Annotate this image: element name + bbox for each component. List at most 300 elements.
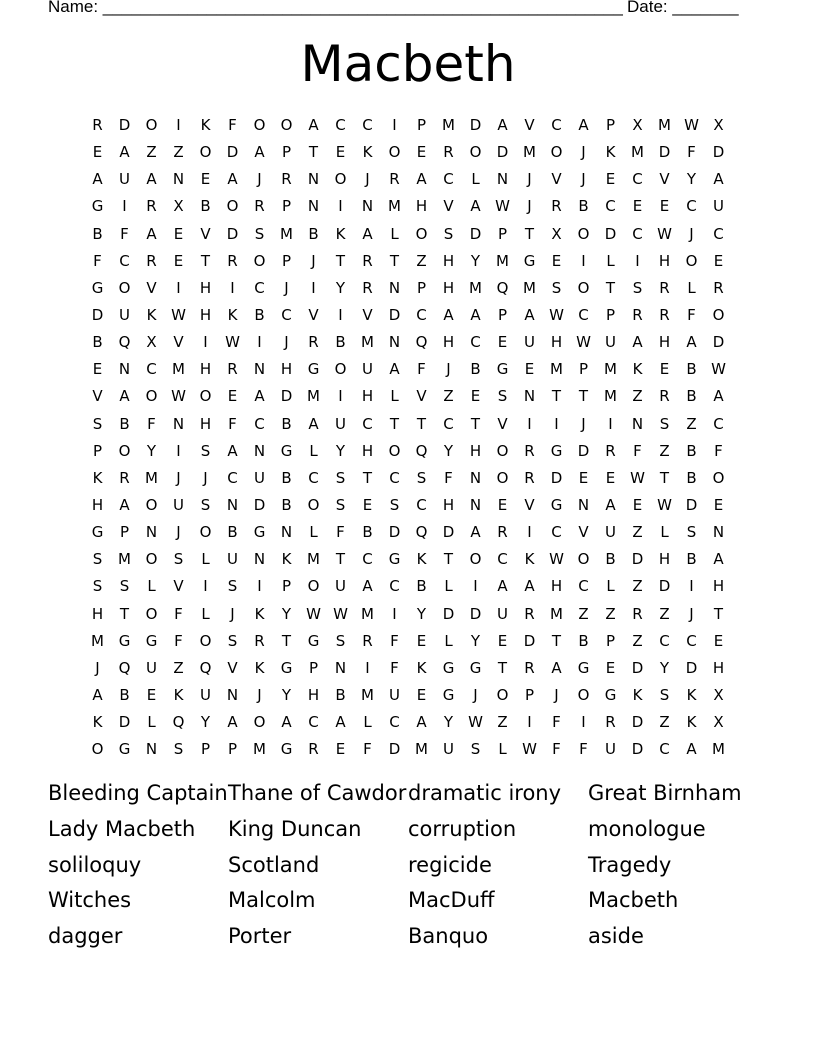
grid-letter: H <box>712 658 725 677</box>
grid-letter: Y <box>659 658 670 677</box>
grid-letter: K <box>362 143 373 162</box>
grid-letter: M <box>550 604 563 623</box>
grid-letter: Y <box>686 170 697 189</box>
grid-letter: F <box>390 658 399 677</box>
grid-letter: I <box>203 577 208 596</box>
word-bank-item: regicide <box>408 852 492 877</box>
grid-letter: T <box>200 251 211 270</box>
grid-letter: A <box>254 143 265 162</box>
grid-letter: B <box>605 550 616 569</box>
grid-letter: E <box>497 495 508 514</box>
grid-letter: O <box>469 550 482 569</box>
grid-letter: W <box>630 468 645 487</box>
grid-letter: G <box>469 658 482 677</box>
grid-letter: V <box>92 387 103 406</box>
grid-letter: I <box>635 251 640 270</box>
grid-letter: T <box>281 631 292 650</box>
grid-letter: A <box>713 550 724 569</box>
grid-letter: Z <box>443 387 454 406</box>
grid-letter: B <box>281 468 292 487</box>
grid-letter: H <box>658 333 671 352</box>
grid-letter: T <box>524 224 535 243</box>
grid-letter: E <box>173 251 184 270</box>
grid-letter: N <box>577 495 590 514</box>
grid-letter: C <box>389 577 400 596</box>
grid-letter: Q <box>172 713 185 732</box>
grid-letter: M <box>253 740 266 759</box>
grid-letter: D <box>496 143 509 162</box>
grid-letter: T <box>416 414 427 433</box>
grid-letter: K <box>416 550 427 569</box>
grid-letter: E <box>632 495 643 514</box>
grid-letter: L <box>201 604 210 623</box>
grid-letter: W <box>306 604 321 623</box>
grid-letter: M <box>91 631 104 650</box>
grid-letter: P <box>119 523 130 542</box>
grid-letter: C <box>308 468 319 487</box>
grid-letter: O <box>496 441 509 460</box>
grid-letter: S <box>416 468 427 487</box>
grid-letter: C <box>551 116 562 134</box>
grid-letter: G <box>604 685 617 704</box>
grid-letter: X <box>713 713 724 732</box>
grid-letter: V <box>200 224 211 243</box>
grid-letter: G <box>253 523 266 542</box>
word-bank-item: Lady Macbeth <box>48 816 196 841</box>
grid-letter: T <box>551 387 562 406</box>
grid-letter: M <box>712 740 725 759</box>
grid-letter: C <box>362 550 373 569</box>
grid-letter: O <box>496 685 509 704</box>
grid-letter: K <box>281 550 292 569</box>
grid-letter: W <box>684 116 699 134</box>
grid-letter: F <box>579 740 588 759</box>
grid-letter: I <box>527 523 532 542</box>
grid-letter: R <box>524 441 535 460</box>
grid-letter: A <box>335 713 346 732</box>
grid-letter: E <box>578 468 589 487</box>
grid-letter: C <box>119 251 130 270</box>
grid-letter: P <box>578 360 589 379</box>
grid-letter: U <box>605 740 616 759</box>
grid-letter: D <box>469 116 482 134</box>
grid-letter: M <box>604 387 617 406</box>
grid-letter: R <box>362 631 373 650</box>
grid-letter: L <box>201 550 210 569</box>
word-bank <box>48 776 768 955</box>
grid-letter: E <box>713 631 724 650</box>
grid-letter: O <box>388 441 401 460</box>
grid-letter: Z <box>659 713 670 732</box>
grid-letter: X <box>173 197 184 216</box>
grid-letter: B <box>254 305 265 324</box>
grid-letter: Z <box>632 631 643 650</box>
grid-letter: C <box>362 116 373 134</box>
grid-letter: B <box>227 523 238 542</box>
grid-letter: M <box>172 360 185 379</box>
grid-letter: V <box>497 414 508 433</box>
grid-letter: I <box>554 414 559 433</box>
grid-letter: V <box>443 197 454 216</box>
grid-letter: K <box>254 658 265 677</box>
grid-letter: S <box>686 523 697 542</box>
grid-letter: O <box>145 550 158 569</box>
grid-letter: B <box>362 523 373 542</box>
grid-letter: T <box>119 604 130 623</box>
grid-letter: V <box>578 523 589 542</box>
grid-letter: E <box>659 197 670 216</box>
grid-letter: N <box>631 414 644 433</box>
grid-letter: I <box>230 278 235 297</box>
grid-letter: C <box>497 550 508 569</box>
grid-letter: A <box>416 170 427 189</box>
grid-letter: K <box>686 685 697 704</box>
grid-letter: H <box>91 495 104 514</box>
grid-letter: A <box>92 685 103 704</box>
grid-letter: B <box>335 333 346 352</box>
grid-letter: O <box>199 143 212 162</box>
grid-letter: S <box>173 740 184 759</box>
grid-letter: X <box>146 333 157 352</box>
grid-letter: D <box>712 333 725 352</box>
grid-letter: O <box>145 116 158 134</box>
grid-letter: I <box>527 414 532 433</box>
grid-letter: A <box>578 116 589 134</box>
grid-letter: A <box>119 387 130 406</box>
grid-letter: F <box>552 713 561 732</box>
name-line: Name: _______________________________________________________ <box>48 0 623 16</box>
grid-letter: R <box>281 170 292 189</box>
grid-letter: S <box>227 631 238 650</box>
grid-letter: U <box>713 197 724 216</box>
word-bank-item: Banquo <box>408 924 489 949</box>
grid-letter: I <box>392 116 397 134</box>
grid-letter: H <box>658 251 671 270</box>
grid-letter: D <box>631 740 644 759</box>
grid-letter: P <box>605 631 616 650</box>
page-title: Macbeth <box>300 35 516 93</box>
grid-letter: U <box>173 495 184 514</box>
grid-letter: E <box>713 495 724 514</box>
grid-letter: C <box>470 333 481 352</box>
grid-letter: B <box>578 197 589 216</box>
grid-letter: G <box>280 441 293 460</box>
grid-letter: R <box>254 197 265 216</box>
grid-letter: J <box>176 523 181 542</box>
grid-letter: D <box>550 468 563 487</box>
grid-letter: P <box>416 116 427 134</box>
grid-letter: J <box>257 685 262 704</box>
word-bank-item: corruption <box>408 816 517 841</box>
grid-letter: A <box>146 170 157 189</box>
grid-letter: Y <box>470 251 481 270</box>
grid-letter: C <box>713 414 724 433</box>
grid-letter: T <box>335 251 346 270</box>
grid-letter: W <box>171 305 186 324</box>
grid-letter: G <box>577 658 590 677</box>
grid-letter: B <box>686 550 697 569</box>
grid-letter: S <box>497 387 508 406</box>
grid-letter: O <box>118 278 131 297</box>
grid-letter: Q <box>415 523 428 542</box>
grid-letter: D <box>577 441 590 460</box>
grid-letter: M <box>631 143 644 162</box>
grid-letter: M <box>523 278 536 297</box>
grid-letter: N <box>469 495 482 514</box>
grid-letter: P <box>497 224 508 243</box>
grid-letter: J <box>527 197 532 216</box>
grid-letter: B <box>686 360 697 379</box>
grid-letter: D <box>658 143 671 162</box>
grid-letter: O <box>91 740 104 759</box>
grid-letter: C <box>605 197 616 216</box>
grid-letter: S <box>254 224 265 243</box>
grid-letter: M <box>361 604 374 623</box>
grid-letter: C <box>686 631 697 650</box>
grid-letter: W <box>549 305 564 324</box>
grid-letter: H <box>91 604 104 623</box>
grid-letter: T <box>362 468 373 487</box>
grid-letter: L <box>444 577 453 596</box>
grid-letter: B <box>119 414 130 433</box>
grid-letter: S <box>659 685 670 704</box>
grid-letter: A <box>362 577 373 596</box>
grid-letter: I <box>338 387 343 406</box>
grid-letter: S <box>92 414 103 433</box>
grid-letter: O <box>469 143 482 162</box>
grid-letter: U <box>497 604 508 623</box>
grid-letter: Z <box>659 604 670 623</box>
grid-letter: D <box>253 495 266 514</box>
grid-letter: T <box>578 387 589 406</box>
grid-letter: O <box>253 251 266 270</box>
grid-letter: R <box>605 441 616 460</box>
grid-letter: T <box>443 550 454 569</box>
grid-letter: B <box>308 224 319 243</box>
grid-letter: U <box>335 577 346 596</box>
grid-letter: K <box>200 116 211 134</box>
grid-letter: L <box>687 278 696 297</box>
grid-letter: R <box>632 305 643 324</box>
grid-letter: A <box>497 577 508 596</box>
grid-letter: C <box>335 116 346 134</box>
grid-letter: I <box>338 197 343 216</box>
grid-letter: G <box>145 631 158 650</box>
grid-letter: U <box>254 468 265 487</box>
grid-letter: D <box>118 713 131 732</box>
grid-letter: J <box>230 604 235 623</box>
word-bank-item: Macbeth <box>588 888 679 913</box>
grid-letter: O <box>199 523 212 542</box>
grid-letter: C <box>416 305 427 324</box>
grid-letter: B <box>686 387 697 406</box>
grid-letter: M <box>496 251 509 270</box>
grid-letter: H <box>550 333 563 352</box>
grid-letter: O <box>712 305 725 324</box>
grid-letter: R <box>497 523 508 542</box>
grid-letter: C <box>578 577 589 596</box>
grid-letter: K <box>254 604 265 623</box>
grid-letter: Z <box>146 143 157 162</box>
grid-letter: L <box>390 387 399 406</box>
grid-letter: I <box>392 604 397 623</box>
grid-letter: E <box>227 387 238 406</box>
grid-letter: O <box>577 685 590 704</box>
grid-letter: S <box>92 550 103 569</box>
grid-letter: M <box>118 550 131 569</box>
grid-letter: F <box>93 251 102 270</box>
word-bank-item: MacDuff <box>408 888 495 913</box>
grid-letter: G <box>550 495 563 514</box>
grid-letter: A <box>470 305 481 324</box>
grid-letter: A <box>632 333 643 352</box>
grid-letter: N <box>226 495 239 514</box>
grid-letter: R <box>389 170 400 189</box>
grid-letter: Y <box>416 604 427 623</box>
grid-letter: Z <box>632 387 643 406</box>
grid-letter: C <box>389 713 400 732</box>
word-bank-item: Scotland <box>228 852 320 877</box>
grid-letter: N <box>145 523 158 542</box>
grid-letter: M <box>658 116 671 134</box>
grid-letter: H <box>442 278 455 297</box>
grid-letter: D <box>712 143 725 162</box>
grid-letter: I <box>338 305 343 324</box>
grid-letter: U <box>119 170 130 189</box>
grid-letter: S <box>551 278 562 297</box>
grid-letter: A <box>281 713 292 732</box>
grid-letter: C <box>362 414 373 433</box>
grid-letter: O <box>118 441 131 460</box>
grid-letter: K <box>92 713 103 732</box>
grid-letter: F <box>714 441 723 460</box>
grid-letter: V <box>146 278 157 297</box>
grid-letter: T <box>605 278 616 297</box>
grid-letter: P <box>92 441 103 460</box>
grid-letter: S <box>119 577 130 596</box>
grid-letter: K <box>632 685 643 704</box>
grid-letter: A <box>389 360 400 379</box>
grid-letter: R <box>92 116 103 134</box>
grid-letter: K <box>146 305 157 324</box>
grid-letter: G <box>523 251 536 270</box>
grid-letter: C <box>227 468 238 487</box>
grid-letter: J <box>95 658 100 677</box>
grid-letter: N <box>172 414 185 433</box>
grid-letter: F <box>120 224 129 243</box>
grid-letter: S <box>200 441 211 460</box>
grid-letter: E <box>659 360 670 379</box>
grid-letter: N <box>496 170 509 189</box>
grid-letter: K <box>92 468 103 487</box>
grid-letter: A <box>146 224 157 243</box>
grid-letter: L <box>471 170 480 189</box>
grid-letter: J <box>446 360 451 379</box>
grid-letter: D <box>631 658 644 677</box>
grid-letter: F <box>633 441 642 460</box>
grid-letter: V <box>416 387 427 406</box>
grid-letter: N <box>172 170 185 189</box>
grid-letter: I <box>473 577 478 596</box>
grid-letter: A <box>362 224 373 243</box>
grid-letter: U <box>227 550 238 569</box>
grid-letter: L <box>147 577 156 596</box>
grid-letter: C <box>389 468 400 487</box>
grid-letter: E <box>605 468 616 487</box>
grid-letter: C <box>308 713 319 732</box>
grid-letter: D <box>604 224 617 243</box>
grid-letter: S <box>470 740 481 759</box>
grid-letter: G <box>307 360 320 379</box>
grid-letter: R <box>524 468 535 487</box>
grid-letter: Q <box>415 333 428 352</box>
grid-letter: G <box>550 441 563 460</box>
grid-letter: D <box>388 740 401 759</box>
grid-letter: T <box>551 631 562 650</box>
grid-letter: E <box>416 685 427 704</box>
grid-letter: W <box>657 495 672 514</box>
grid-letter: Y <box>200 713 211 732</box>
grid-letter: V <box>524 116 535 134</box>
grid-letter: U <box>605 333 616 352</box>
grid-letter: H <box>307 685 320 704</box>
grid-letter: D <box>442 604 455 623</box>
grid-letter: O <box>334 360 347 379</box>
grid-letter: W <box>333 604 348 623</box>
grid-letter: K <box>335 224 346 243</box>
grid-letter: H <box>469 441 482 460</box>
grid-letter: W <box>468 713 483 732</box>
word-bank-item: soliloquy <box>48 852 142 877</box>
grid-letter: S <box>227 577 238 596</box>
grid-letter: P <box>497 305 508 324</box>
grid-letter: W <box>549 550 564 569</box>
grid-letter: A <box>254 387 265 406</box>
grid-letter: V <box>524 495 535 514</box>
grid-letter: A <box>470 197 481 216</box>
grid-letter: A <box>605 495 616 514</box>
grid-letter: P <box>200 740 211 759</box>
grid-letter: B <box>281 495 292 514</box>
grid-letter: G <box>442 658 455 677</box>
grid-letter: I <box>581 713 586 732</box>
grid-letter: O <box>712 468 725 487</box>
grid-letter: A <box>416 713 427 732</box>
grid-letter: S <box>659 414 670 433</box>
grid-letter: W <box>171 387 186 406</box>
grid-letter: O <box>253 713 266 732</box>
grid-letter: E <box>335 740 346 759</box>
grid-letter: H <box>199 360 212 379</box>
grid-letter: M <box>604 360 617 379</box>
grid-letter: D <box>388 305 401 324</box>
grid-letter: C <box>632 170 643 189</box>
grid-letter: Y <box>470 631 481 650</box>
grid-letter: E <box>605 658 616 677</box>
grid-letter: A <box>119 495 130 514</box>
grid-letter: U <box>524 333 535 352</box>
grid-letter: C <box>146 360 157 379</box>
grid-letter: R <box>227 251 238 270</box>
grid-letter: M <box>361 333 374 352</box>
grid-letter: P <box>281 197 292 216</box>
grid-letter: X <box>713 116 724 134</box>
word-bank-item: Thane of Cawdor <box>228 781 407 805</box>
grid-letter: Z <box>632 577 643 596</box>
grid-letter: L <box>390 224 399 243</box>
grid-letter: R <box>308 740 319 759</box>
grid-letter: G <box>442 685 455 704</box>
